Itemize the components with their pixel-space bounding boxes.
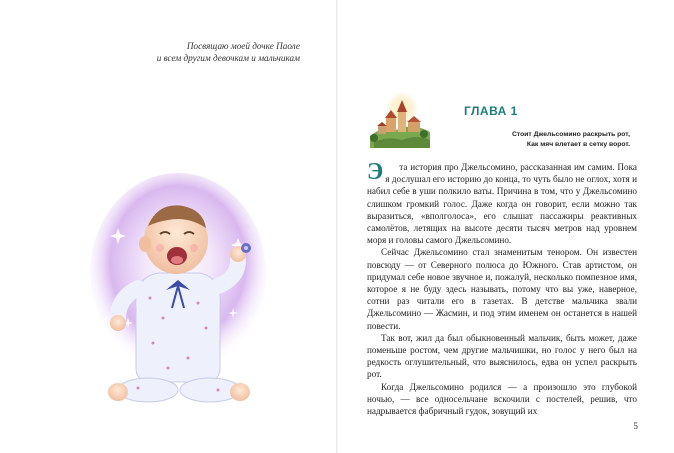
- chapter-header: [368, 92, 648, 152]
- village-castle-vignette-icon: [368, 92, 432, 148]
- paragraph-text: та история про Джельсомино, рассказанная им самим. Пока я дослушал его историю до конца, то чуть было не оглох, хотя и набил себе в уши полкило ваты. Причина в том, что у Джельсомино слишком громкий голос. Даже когда он говорит, если можно так выразиться, «вполголоса», его слышат пассажиры реактивных самолётов, летящих на высоте десяти тысяч метров над уровнем моря и головы самого Джельсомино.: [367, 162, 637, 246]
- paragraph: Сейчас Джельсомино стал знаменитым тенором. Он известен повсюду — от Северного полюса до Южного. Став артистом, он придумал себе новое звучное и, пожалуй, несколько помпезное имя, которое я не буду здесь называть, потому что вы уже, наверное, сотни раз читали его в газетах. В детстве мальчика звали Джельсомино — Жасмин, и под этим именем он останется в нашей повести.: [367, 247, 637, 331]
- page-number: 5: [633, 421, 638, 431]
- crying-baby-illustration: [88, 168, 268, 413]
- right-page: [338, 0, 674, 453]
- epigraph: [512, 130, 630, 150]
- epigraph-line-1: Стоит Джельсомино раскрыть рот,: [511, 131, 630, 138]
- paragraph: [367, 161, 637, 246]
- paragraph: Когда Джельсомино родился — а произошло это глубокой ночью, — все односельчане вскочили с постелей, решив, что надрывается фабричный гудок, зовущий их: [367, 381, 637, 417]
- dedication-line-2: и всем другим девочкам и мальчикам: [156, 53, 300, 63]
- left-page: [0, 0, 336, 453]
- dedication: [157, 40, 300, 64]
- paragraph: Так вот, жил да был обыкновенный мальчик, быть может, даже поменьше ростом, чем другие мальчишки, но голос у него был на редкость оглушительный, что выяснилось, едва он успел раскрыть рот.: [367, 332, 637, 380]
- chapter-body-text: [367, 161, 637, 417]
- epigraph-line-2: Как мяч влетает в сетку ворот.: [526, 141, 630, 148]
- chapter-title: ГЛАВА 1: [464, 104, 518, 118]
- drop-cap: Э: [367, 159, 384, 185]
- dedication-line-1: Посвящаю моей дочке Паоле: [186, 41, 300, 51]
